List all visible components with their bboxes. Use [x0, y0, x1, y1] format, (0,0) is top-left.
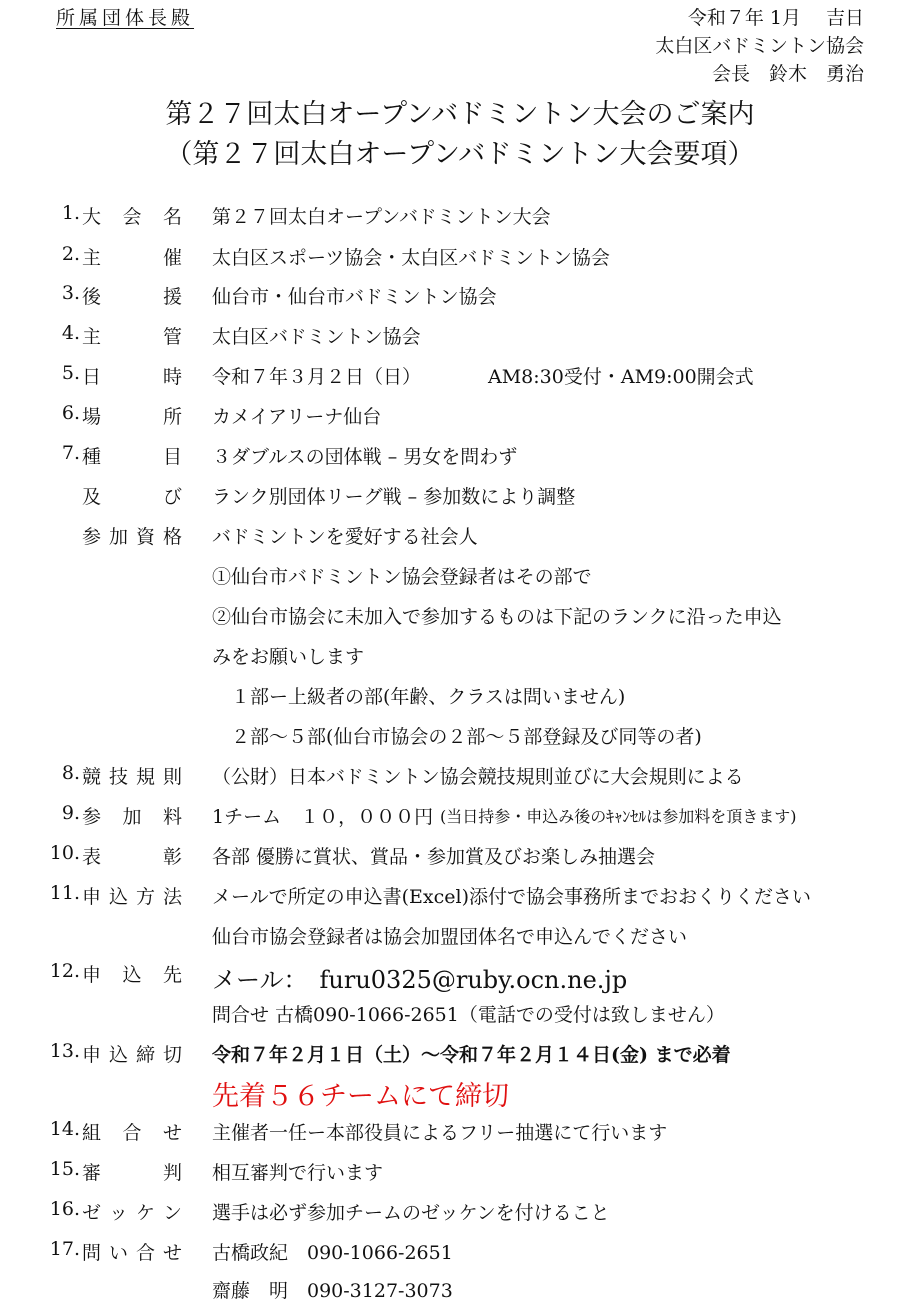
item-label: 審 判	[82, 1162, 182, 1184]
page-title: 第２７回太白オープンバドミントン大会のご案内	[165, 99, 755, 130]
president-name: 会長 鈴木 勇治	[711, 63, 864, 85]
item-value: 各部 優勝に賞状、賞品・参加賞及びお楽しみ抽選会	[212, 846, 656, 868]
item-value: みをお願いします	[212, 646, 365, 668]
item-number: 17.	[49, 1238, 80, 1260]
list-item	[0, 1118, 920, 1148]
list-item	[0, 642, 920, 672]
item-number: 15.	[49, 1158, 80, 1180]
item-label: 申 込 締 切	[82, 1044, 182, 1066]
list-item	[0, 1074, 920, 1112]
list-item	[0, 482, 920, 512]
page-subtitle: （第２７回太白オープンバドミントン大会要項）	[165, 139, 755, 170]
list-item	[0, 722, 920, 752]
item-value: ランク別団体リーグ戦 – 参加数により調整	[212, 486, 576, 508]
item-value: 仙台市協会登録者は協会加盟団体名で申込んでください	[212, 926, 688, 948]
addressee: 所属団体長殿	[56, 7, 195, 29]
item-value: 令和７年３月２日（日）	[212, 366, 422, 388]
list-item	[0, 402, 920, 432]
item-value: 古橋政紀 090-1066-2651	[212, 1242, 453, 1264]
list-item	[0, 762, 920, 792]
item-value-note: AM8:30受付・AM9:00開会式	[488, 366, 754, 388]
item-number: 11.	[49, 882, 80, 904]
organization-name: 太白区バドミントン協会	[655, 35, 864, 57]
list-item	[0, 1158, 920, 1188]
item-number: 13.	[49, 1040, 80, 1062]
item-value: ２部～５部(仙台市協会の２部～５部登録及び同等の者)	[212, 726, 702, 748]
item-number: 10.	[49, 842, 80, 864]
item-value: 相互審判で行います	[212, 1162, 384, 1184]
list-item	[0, 682, 920, 712]
item-label: 組 合 せ	[82, 1122, 182, 1144]
item-label: 及 び	[82, 486, 182, 508]
item-label: 主 催	[82, 247, 182, 269]
item-number: 9.	[61, 802, 80, 824]
item-value: 主催者一任ー本部役員によるフリー抽選にて行います	[212, 1122, 668, 1144]
list-item	[0, 202, 920, 232]
item-label: 申 込 方 法	[82, 886, 182, 908]
item-value: メールで所定の申込書(Excel)添付で協会事務所までおおくりください	[212, 886, 811, 908]
item-value: 問合せ 古橋090-1066-2651（電話での受付は致しません）	[212, 1004, 725, 1026]
item-number: 1.	[61, 202, 80, 224]
item-value: 第２７回太白オープンバドミントン大会	[212, 206, 551, 228]
item-value: ②仙台市協会に未加入で参加するものは下記のランクに沿った申込	[212, 606, 782, 628]
list-item	[0, 243, 920, 273]
item-value: 仙台市・仙台市バドミントン協会	[212, 286, 497, 308]
item-number: 6.	[61, 402, 80, 424]
item-label: ゼ ッ ケ ン	[82, 1202, 182, 1224]
item-value: 1チーム １０，０００円	[212, 806, 434, 828]
item-value: カメイアリーナ仙台	[212, 406, 382, 428]
issue-date: 令和７年 1月 吉日	[687, 7, 864, 29]
item-number: 8.	[61, 762, 80, 784]
list-item	[0, 1238, 920, 1268]
list-item	[0, 802, 920, 832]
item-value: 太白区バドミントン協会	[212, 326, 421, 348]
list-item	[0, 362, 920, 392]
item-value: メール： furu0325@ruby.ocn.ne.jp	[212, 966, 628, 994]
item-value: ①仙台市バドミントン協会登録者はその部で	[212, 566, 592, 588]
list-item	[0, 1198, 920, 1228]
item-number: 5.	[61, 362, 80, 384]
item-number: 14.	[49, 1118, 80, 1140]
item-value: 選手は必ず参加チームのゼッケンを付けること	[212, 1202, 610, 1224]
item-value-note: (当日持参・申込み後のｷｬﾝｾﾙは参加料を頂きます)	[440, 807, 797, 826]
item-number: 3.	[61, 282, 80, 304]
list-item	[0, 882, 920, 912]
item-label: 場 所	[82, 406, 182, 428]
item-label: 申 込 先	[82, 964, 182, 986]
item-number: 4.	[61, 322, 80, 344]
item-label: 競 技 規 則	[82, 766, 182, 788]
list-item	[0, 602, 920, 632]
list-item	[0, 1040, 920, 1070]
item-value: （公財）日本バドミントン協会競技規則並びに大会規則による	[212, 766, 744, 788]
list-item	[0, 442, 920, 472]
item-label: 大 会 名	[82, 206, 182, 228]
item-number: 7.	[61, 442, 80, 464]
item-label: 問 い 合 せ	[82, 1242, 182, 1264]
item-label: 種 目	[82, 446, 182, 468]
item-number: 2.	[61, 243, 80, 265]
item-value: 令和７年２月１日（土）～令和７年２月１４日(金) まで必着	[212, 1044, 731, 1066]
item-label: 表 彰	[82, 846, 182, 868]
list-item	[0, 282, 920, 312]
item-label: 日 時	[82, 366, 182, 388]
item-label: 参 加 料	[82, 806, 182, 828]
item-value: ３ダブルスの団体戦 – 男女を問わず	[212, 446, 518, 468]
list-item	[0, 842, 920, 872]
item-label: 参 加 資 格	[82, 526, 182, 548]
item-value: バドミントンを愛好する社会人	[212, 526, 478, 548]
item-label: 後 援	[82, 286, 182, 308]
list-item	[0, 1000, 920, 1030]
item-label: 主 管	[82, 326, 182, 348]
item-value: 齋藤 明 090-3127-3073	[212, 1280, 453, 1302]
list-item	[0, 960, 920, 994]
list-item	[0, 322, 920, 352]
item-value: １部ー上級者の部(年齢、クラスは問いません)	[212, 686, 626, 708]
item-value: 太白区スポーツ協会・太白区バドミントン協会	[212, 247, 610, 269]
list-item	[0, 922, 920, 952]
list-item	[0, 562, 920, 592]
list-item	[0, 522, 920, 552]
item-number: 12.	[49, 960, 80, 982]
item-number: 16.	[49, 1198, 80, 1220]
item-value: 先着５６チームにて締切	[212, 1081, 509, 1112]
